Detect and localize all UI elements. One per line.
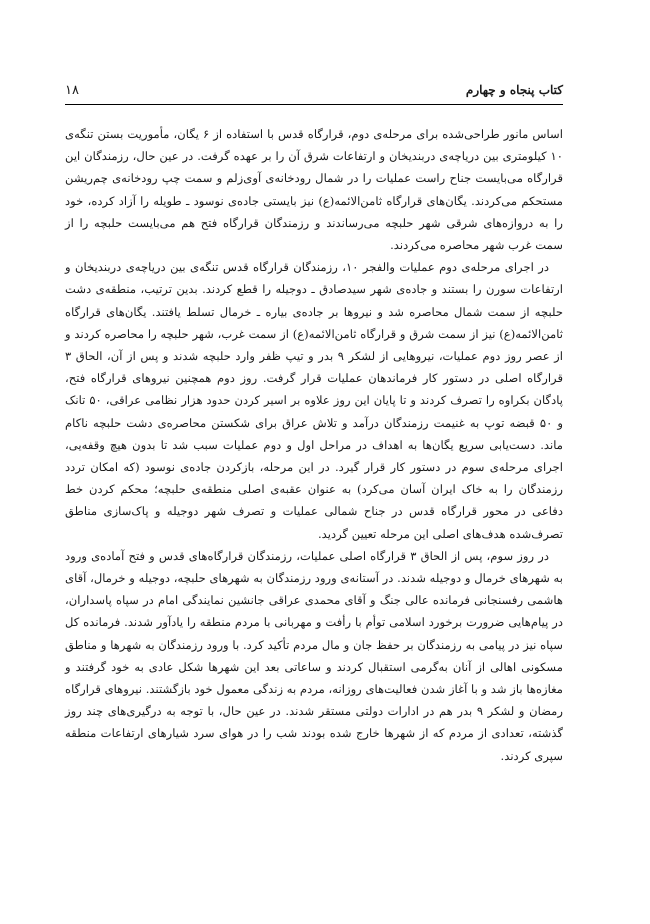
paragraph: اساس مانور طراحی‌شده برای مرحله‌ی دوم، قرارگاه قدس با استفاده از ۶ یگان، مأموریت بستن تنگه‌ی ۱۰ کیلومتری بین دریاچه‌ی دربندیخان و ارتفاعات شرق آن را بر عهده گرفت. در عین حال، رزمندگان این قرارگاه می‌بایست جناح راست عملیات را در شمال رودخانه‌ی آوی‌زلم و سمت چپ رودخانه‌ی چم‌ریشن مستحکم می‌کردند. یگان‌های قرارگاه ثامن‌الائمه(ع) نیز بایستی جاده‌ی نوسود ـ طویله را آزاد کرده، خود را به دروازه‌های شرقی شهر حلبچه می‌رساندند و رزمندگان قرارگاه فتح هم می‌بایست حلبچه را از سمت غرب شهر محاصره می‌کردند. xyxy=(65,127,563,253)
paragraph: در روز سوم، پس از الحاق ۳ قرارگاه اصلی عملیات، رزمندگان قرارگاه‌های قدس و فتح آماده‌ی ورود به شهرهای خرمال و دوجیله شدند. در آستانه‌ی ورود رزمندگان به شهرهای حلبچه، دوجیله و خرمال، آقای هاشمی رفسنجانی فرمانده عالی جنگ و آقای محمدی عراقی جانشین نمایندگی امام در سپاه پاسداران، در پیام‌هایی ضرورت برخورد اسلامی توأم با رأفت و مهربانی با مردم منطقه را یادآور شدند. فرمانده کل سپاه نیز در پیامی به رزمندگان بر حفظ جان و مال مردم تأکید کرد. با ورود رزمندگان به شهرها و مناطق مسکونی اهالی از آنان به‌گرمی استقبال کردند و ساعاتی بعد این شهرها شکل عادی به خود گرفتند و مغازه‌ها باز شد و با آغاز شدن فعالیت‌های روزانه، مردم به زندگی معمول خود بازگشتند. نیروهای قرارگاه رمضان و لشکر ۹ بدر هم در ادارات دولتی مستقر شدند. در عین حال، با توجه به درگیری‌های چند روز گذشته، تعدادی از مردم که از شهرها خارج شده بودند شب را در هوای سرد شیارهای ارتفاعات منطقه سپری کردند. xyxy=(65,548,563,763)
book-title: کتاب پنجاه و چهارم xyxy=(465,83,563,97)
body-text xyxy=(65,123,563,767)
page-number: ۱۸ xyxy=(65,83,79,98)
paragraph: در اجرای مرحله‌ی دوم عملیات والفجر ۱۰، رزمندگان قرارگاه قدس تنگه‌ی بین دریاچه‌ی دربندیخان و ارتفاعات سورن را بستند و جاده‌ی شهر سیدصادق ـ دوجیله را قطع کردند. بدین ترتیب، منطقه‌ی دشت حلبچه از سمت شمال محاصره شد و نیروها بر جاده‌ی بیاره ـ خرمال تسلط یافتند. یگان‌های قرارگاه ثامن‌الائمه(ع) نیز از سمت شرق و قرارگاه ثامن‌الائمه(ع) از سمت غرب، شهر حلبچه را محاصره کردند و از عصر روز دوم عملیات، نیروهایی از لشکر ۹ بدر و تیپ ظفر وارد حلبچه شدند و پس از آن، الحاق ۳ قرارگاه اصلی در دستور کار فرماندهان عملیات قرار گرفت. روز دوم همچنین نیروهای قرارگاه فتح، پادگان بکراوه را تصرف کردند و تا پایان این روز علاوه بر اسیر کردن حدود هزار نظامی عراقی، ۵۰ تانک و ۵۰ قبضه توپ به غنیمت رزمندگان درآمد و تلاش عراق برای شکستن محاصره‌ی دشت حلبچه ناکام ماند. دست‌یابی سریع یگان‌ها به اهداف در مراحل اول و دوم عملیات سبب شد تا بدون هیچ وقفه‌یی، اجرای مرحله‌ی سوم در دستور کار قرار گیرد. در این مرحله، بازکردن جاده‌ی نوسود (که امکان تردد رزمندگان را به خاک ایران آسان می‌کرد) به عنوان عقبه‌ی اصلی منطقه‌ی حلبچه؛ محکم کردن خط دفاعی در محور قرارگاه قدس در جناح شمالی عملیات و تصرف شهر دوجیله و پاک‌سازی مناطق تصرف‌شده هدف‌های اصلی این مرحله تعیین گردید. xyxy=(65,260,563,541)
running-header xyxy=(65,80,563,105)
